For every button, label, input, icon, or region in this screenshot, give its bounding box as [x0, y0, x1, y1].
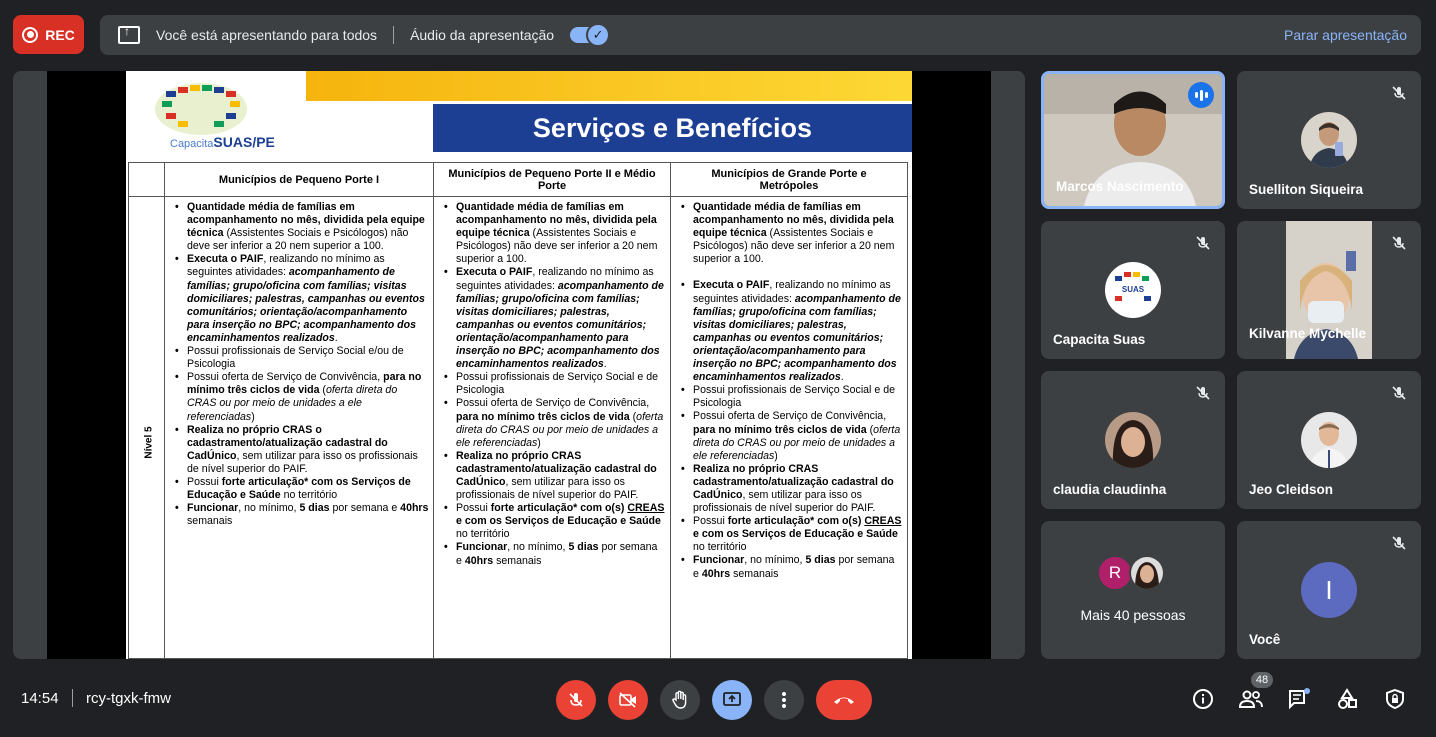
meeting-details-button[interactable] [1190, 686, 1216, 712]
avatar [1129, 555, 1165, 591]
capacita-logo-avatar [1105, 262, 1161, 318]
clock: 14:54 [21, 690, 59, 707]
column-header: Municípios de Grande Porte e Metrópoles [671, 163, 907, 197]
participant-name: Capacita Suas [1053, 332, 1146, 347]
mic-off-icon [1387, 81, 1411, 105]
people-count-badge: 48 [1251, 672, 1273, 688]
column-body-large: • Quantidade média de famílias em acompanhamento no mês, dividida pela equipe técnica (Assistentes Sociais e Psicólogos) não deve ser inferior a 20 nem superior a 100. • Executa o PAIF, realizando no mínimo as seguintes atividades: acompanhamento de famílias; grupo/oficina com famílias; visitas domiciliares; palestras, campanhas ou eventos comunitários; orientação/acompanhamento para inserção no BPC; acompanhamento dos encaminhamentos realizados. • Possui profissionais de Serviço Social e de Psicologia • Possui oferta de Serviço de Convivência, para no mínimo três ciclos de vida (oferta direta do CRAS ou por meio de unidades a ele referenciadas) • Realiza no próprio CRAS cadastramento/atualização cadastral do CadÚnico, sem utilizar para isso os profissionais de nível superior do PAIF. • Possui forte articulação* com o(s) CREAS e com os Serviços de Educação e Saúde no território • Funcionar, no mínimo, 5 dias por semana e 40hrs semanais [671, 197, 907, 659]
presenting-banner [100, 15, 1421, 55]
chat-button[interactable] [1286, 686, 1312, 712]
participant-name: Jeo Cleidson [1249, 482, 1334, 497]
chat-icon [1287, 688, 1311, 710]
presenting-text: Você está apresentando para todos [156, 27, 378, 43]
more-options-button[interactable] [764, 680, 804, 720]
hand-icon [671, 690, 689, 710]
slide-title: Serviços e Benefícios [433, 104, 912, 152]
slide-table [128, 162, 908, 659]
rec-label: REC [45, 26, 75, 43]
participant-tile-claudia[interactable] [1041, 371, 1225, 509]
mic-off-icon [1387, 381, 1411, 405]
participant-name: Você [1249, 632, 1281, 647]
toggle-mic-button[interactable] [556, 680, 596, 720]
stop-presenting-button[interactable]: Parar apresentação [1284, 27, 1407, 43]
column-body-small-2: • Quantidade média de famílias em acompanhamento no mês, dividida pela equipe técnica (Assistentes Sociais e Psicólogos) não deve ser inferior a 20 nem superior a 100. • Executa o PAIF, realizando no mínimo as seguintes atividades: acompanhamento de famílias; grupo/oficina com famílias; visitas domiciliares; palestras, campanhas ou eventos comunitários; orientação/acompanhamento para inserção no BPC; acompanhamento dos encaminhamentos realizados. • Possui profissionais de Serviço Social e de Psicologia • Possui oferta de Serviço de Convivência, para no mínimo três ciclos de vida (oferta direta do CRAS ou por meio de unidades a ele referenciadas) • Realiza no próprio CRAS cadastramento/atualização cadastral do CadÚnico, sem utilizar para isso os profissionais de nível superior do PAIF. • Possui forte articulação* com o(s) CREAS e com os Serviços de Educação e Saúde no território • Funcionar, no mínimo, 5 dias por semana e 40hrs semanais [434, 197, 671, 659]
column-header: Municípios de Pequeno Porte I [165, 163, 434, 197]
toggle-camera-button[interactable] [608, 680, 648, 720]
participant-name: Suelliton Siqueira [1249, 182, 1364, 197]
mic-off-icon [1191, 231, 1215, 255]
speaking-indicator-icon [1188, 82, 1214, 108]
host-controls-button[interactable] [1382, 686, 1408, 712]
presentation-audio-toggle[interactable] [570, 27, 606, 43]
level-label: Nível 5 [143, 426, 155, 459]
present-screen-icon [118, 26, 140, 44]
present-screen-icon [722, 691, 742, 709]
participant-name: Kilvanne Mychelle [1249, 326, 1367, 341]
shield-lock-icon [1385, 688, 1405, 710]
svg-text:SUAS: SUAS [1121, 285, 1145, 294]
record-icon [22, 27, 38, 43]
slide-header-band [306, 71, 912, 101]
more-vert-icon [781, 691, 787, 709]
call-end-icon [832, 694, 856, 706]
mic-off-icon [567, 691, 585, 709]
activities-button[interactable] [1334, 686, 1360, 712]
recording-badge[interactable] [13, 15, 84, 54]
top-bar [0, 0, 1436, 70]
divider [72, 689, 73, 707]
avatar [1105, 412, 1161, 468]
presentation-audio-label: Áudio da apresentação [410, 27, 555, 43]
column-header: Municípios de Pequeno Porte II e Médio Porte [434, 163, 671, 197]
presented-slide [126, 71, 912, 659]
logo-text-small: Capacita [170, 138, 214, 150]
avatar [1301, 412, 1357, 468]
participant-tile-marcos[interactable] [1041, 71, 1225, 209]
logo-text-big: SUAS/PE [213, 134, 275, 150]
mic-off-icon [1387, 531, 1411, 555]
self-initial-avatar: I [1301, 562, 1357, 618]
more-participants-label: Mais 40 pessoas [1080, 607, 1186, 623]
presentation-stage [13, 71, 1025, 659]
activities-icon [1336, 688, 1358, 710]
participant-name: claudia claudinha [1053, 482, 1167, 497]
column-body-small-1: • Quantidade média de famílias em acompanhamento no mês, dividida pela equipe técnica (Assistentes Sociais e Psicólogos) não deve ser inferior a 20 nem superior a 100. • Executa o PAIF, realizando no mínimo as seguintes atividades: acompanhamento de famílias; grupo/oficina com famílias; visitas domiciliares; palestras, campanhas ou eventos comunitários; orientação/acompanhamento para inserção no BPC; acompanhamento dos encaminhamentos realizados. • Possui profissionais de Serviço Social e/ou de Psicologia • Possui oferta de Serviço de Convivência, para no mínimo três ciclos de vida (oferta direta do CRAS ou por meio de unidades a ele referenciadas) • Realiza no próprio CRAS o cadastramento/atualização cadastral do CadÚnico, sem utilizar para isso os profissionais de nível superior do PAIF. • Possui forte articulação* com os Serviços de Educação e Saúde no território • Funcionar, no mínimo, 5 dias por semana e 40hrs semanais [165, 197, 434, 659]
camera-off-icon [618, 691, 638, 709]
show-everyone-button[interactable] [1238, 686, 1264, 712]
mic-off-icon [1387, 231, 1411, 255]
info-icon [1192, 688, 1214, 710]
more-participants-tile[interactable] [1041, 521, 1225, 659]
participant-tile-capacita[interactable] [1041, 221, 1225, 359]
participant-tile-jeo[interactable] [1237, 371, 1421, 509]
avatar [1301, 112, 1357, 168]
people-icon [1238, 689, 1264, 709]
capacita-suas-logo [146, 79, 275, 161]
participant-initial-avatar: R [1097, 555, 1133, 591]
leave-call-button[interactable] [816, 680, 872, 720]
present-now-button[interactable] [712, 680, 752, 720]
self-tile[interactable] [1237, 521, 1421, 659]
bottom-bar [0, 670, 1436, 737]
participant-tile-kilvanne[interactable] [1237, 221, 1421, 359]
mic-off-icon [1191, 381, 1215, 405]
divider [393, 26, 394, 44]
table-corner [129, 163, 165, 197]
raise-hand-button[interactable] [660, 680, 700, 720]
participant-name: Marcos Nascimento [1056, 179, 1184, 194]
level-cell [129, 197, 165, 659]
check-icon: ✓ [586, 23, 610, 47]
participant-tile-suelliton[interactable] [1237, 71, 1421, 209]
meeting-code: rcy-tgxk-fmw [86, 690, 171, 707]
